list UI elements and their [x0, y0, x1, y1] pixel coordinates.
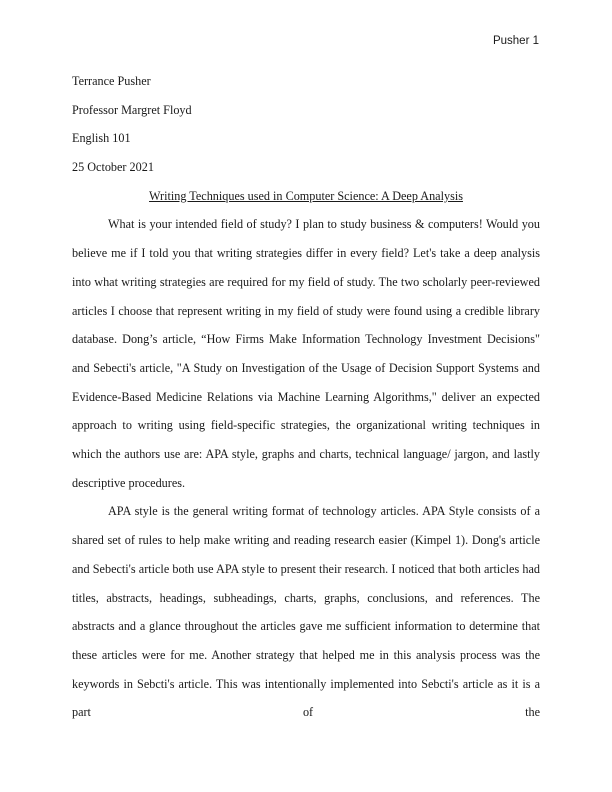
document-body — [72, 67, 540, 727]
student-name: Terrance Pusher — [72, 74, 151, 88]
paragraph-1-last-line: descriptive procedures. — [72, 475, 186, 490]
paragraph-2: APA style is the general writing format of technology articles. APA Style consists of a shared set of rules to help make writing and reading research easier (Kimpel 1). Dong's article and Sebecti's article both use APA style to present their research. I noticed that both articles had titles, abstracts, headings, subheadings, charts, graphs, conclusions, and references. The abstracts and a glance throughout the articles gave me sufficient information to determine that these articles were for me. Another strategy that helped me in this analysis process was the keywords in Sebcti's article. This was intentionally implemented into Sebcti's article as it is a part of the — [72, 504, 540, 720]
paragraph-1-text: What is your intended field of study? I plan to study business & computers! Would you believe me if I told you that writing strategies differ in every field? Let's take a deep analysis into what writing strategies are required for my field of study. The two scholarly peer-reviewed articles I choose that represent writing in my field of study were found using a credible library database. Dong’s article, “How Firms Make Information Technology Investment Decisions" and Sebecti's article, "A Study on Investigation of the Usage of Decision Support Systems and Evidence-Based Medicine Relations via Machine Learning Algorithms," deliver an expected approach to writing using field-specific strategies, the organizational writing techniques in which the authors use are: APA style, graphs and charts, technical language/ jargon, and lastly — [72, 217, 540, 462]
essay-title: Writing Techniques used in Computer Science: A Deep Analysis — [149, 188, 463, 203]
paragraph-1 — [72, 210, 540, 497]
professor-name: Professor Margret Floyd — [72, 102, 192, 117]
running-head: Pusher 1 — [492, 35, 539, 47]
submission-date: 25 October 2021 — [72, 160, 154, 175]
course-name: English 101 — [72, 131, 131, 146]
